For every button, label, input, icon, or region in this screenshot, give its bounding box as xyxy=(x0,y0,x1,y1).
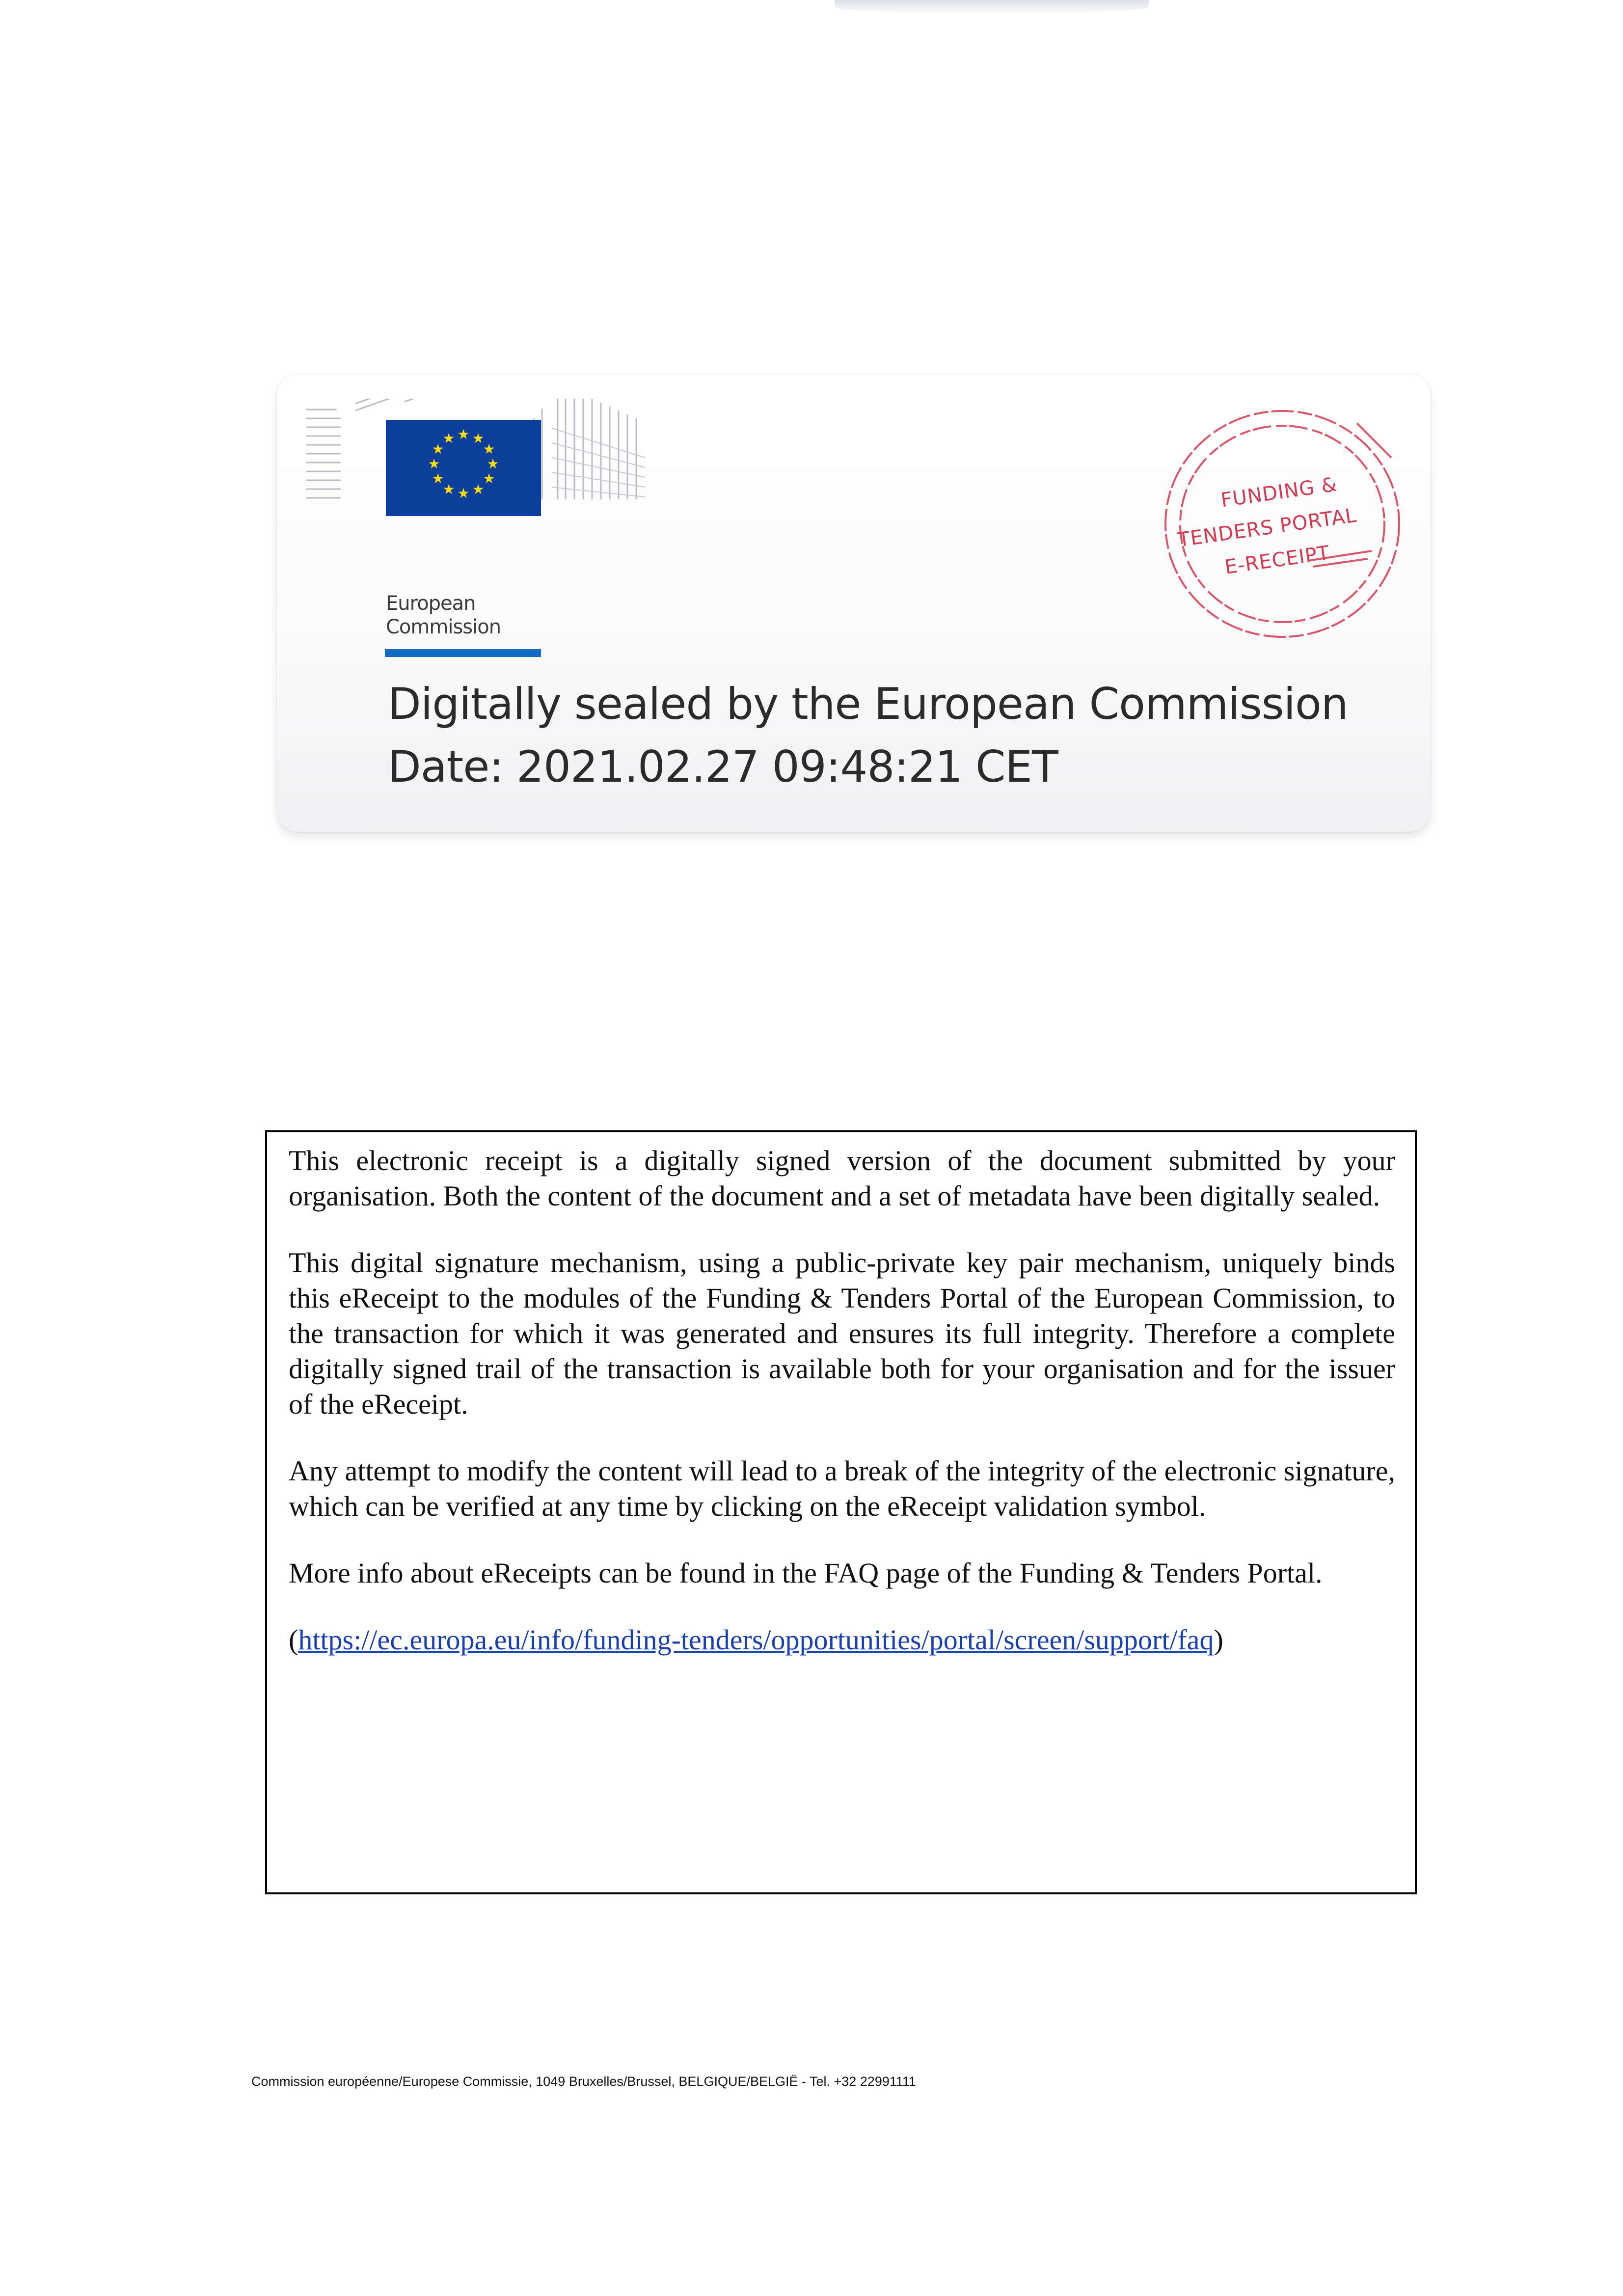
logo-wordmark-line1: European xyxy=(386,592,476,615)
svg-text:★: ★ xyxy=(483,470,495,487)
logo-wordmark xyxy=(386,592,501,639)
notice-paragraph-4: More info about eReceipts can be found in the FAQ page of the Funding & Tenders Portal. xyxy=(289,1557,1323,1589)
svg-text:★: ★ xyxy=(442,481,455,497)
digital-seal-card xyxy=(277,374,1431,832)
stamp-text-line1: FUNDING & xyxy=(1219,473,1339,512)
svg-text:★: ★ xyxy=(432,470,444,487)
logo-underline xyxy=(385,649,541,657)
notice-paragraph-2: This digital signature mechanism, using a public-private key pair mechanism, uniquely binds this eReceipt to the modules of the Funding & Tenders Portal of the European Commission, to the transaction for which it was generated and ensures its full integrity. Therefore a complete digitally signed trail of the transaction is available both for your organisation and for the issuer of the eReceipt. xyxy=(289,1247,1395,1420)
svg-text:★: ★ xyxy=(428,456,440,472)
svg-text:★: ★ xyxy=(442,430,455,446)
ereceipt-notice-box xyxy=(265,1130,1417,1894)
scan-smudge xyxy=(835,0,1149,14)
svg-text:★: ★ xyxy=(472,430,485,446)
svg-text:★: ★ xyxy=(472,481,485,497)
svg-text:★: ★ xyxy=(432,441,444,457)
notice-paragraph-1: This electronic receipt is a digitally signed version of the document submitted by your organisation. Both the content of the document and a set of metadata have been digitally sealed. xyxy=(289,1145,1395,1212)
logo-wordmark-line2: Commission xyxy=(386,616,501,638)
svg-text:★: ★ xyxy=(457,485,470,501)
notice-paragraph-3: Any attempt to modify the content will lead to a break of the integrity of the electronic signature, which can be verified at any time by clicking on the eReceipt validation symbol. xyxy=(289,1455,1395,1522)
seal-title: Digitally sealed by the European Commission xyxy=(388,679,1348,729)
faq-url-line xyxy=(289,1622,1395,1658)
svg-text:★: ★ xyxy=(483,441,495,457)
svg-text:★: ★ xyxy=(457,426,470,442)
european-commission-logo xyxy=(306,399,679,638)
footer-address: Commission européenne/Europese Commissie, 1049 Bruxelles/Brussel, BELGIQUE/BELGIË - Tel. +32 22991111 xyxy=(251,2074,916,2089)
svg-text:★: ★ xyxy=(487,456,499,472)
funding-tenders-ereceipt-stamp xyxy=(1146,394,1421,649)
faq-link[interactable]: https://ec.europa.eu/info/funding-tenders/opportunities/portal/screen/support/faq xyxy=(298,1624,1214,1656)
stamp-text-line2: TENDERS PORTAL xyxy=(1176,504,1358,552)
faq-close-paren: ) xyxy=(1214,1624,1223,1656)
stamp-text-line3: E-RECEIPT xyxy=(1223,542,1331,579)
faq-open-paren: ( xyxy=(289,1624,298,1656)
seal-date: Date: 2021.02.27 09:48:21 CET xyxy=(388,741,1058,792)
